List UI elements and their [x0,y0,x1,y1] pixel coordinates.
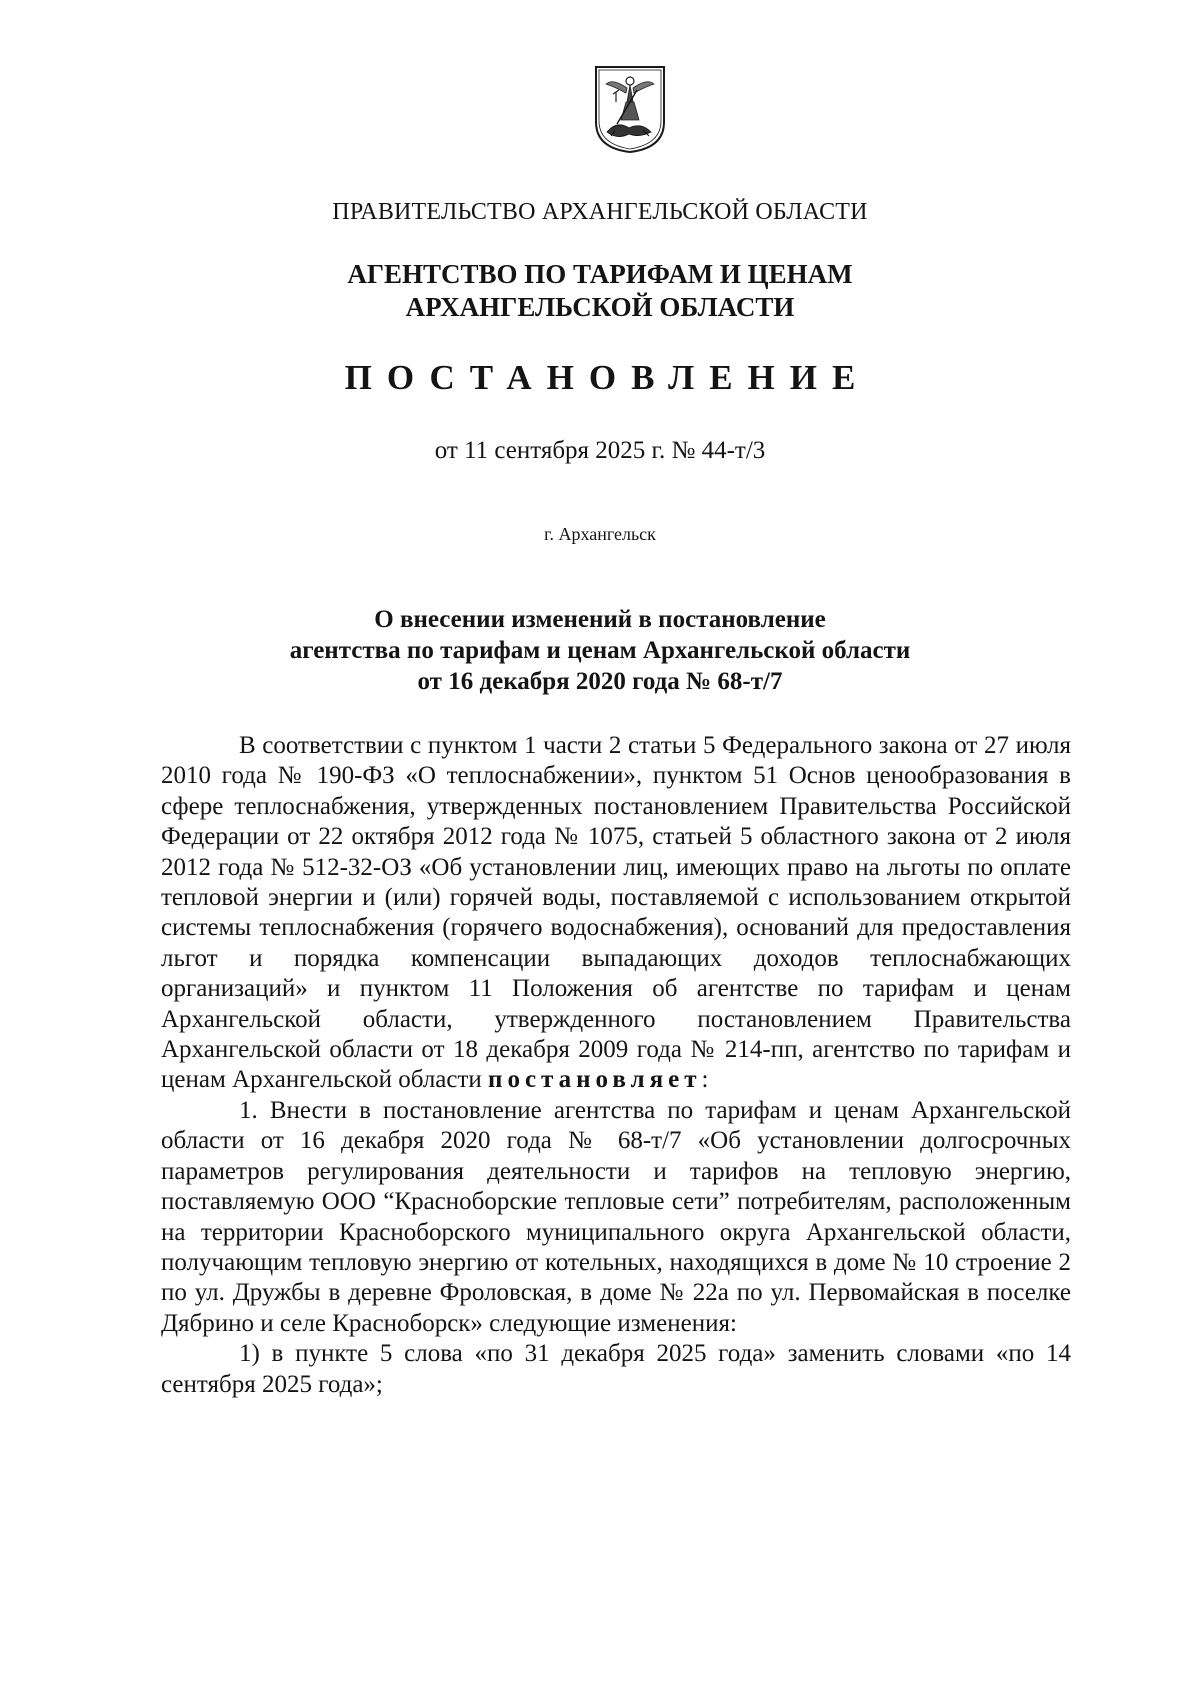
agency-title-line-1: АГЕНТСТВО ПО ТАРИФАМ И ЦЕНАМ [347,259,853,289]
preamble-paragraph [161,731,1071,1096]
document-body [161,731,1071,1400]
city: г. Архангельск [544,524,656,544]
subject-line-2: агентства по тарифам и ценам Архангельской области [289,637,911,664]
resolves-word: постановляет [488,1066,702,1094]
document-type: ПОСТАНОВЛЕНИЕ [344,358,871,397]
agency-title [0,258,1200,324]
preamble-text: В соответствии с пунктом 1 части 2 статьи 5 Федерального закона от 27 июля 2010 года № 190-ФЗ «О теплоснабжении», пунктом 51 Основ ценообразования в сфере теплоснабжения, утвержденных постановлением Правительства Российской Федерации от 22 октября 2012 года № 1075, статьей 5 областного закона от 2 июля 2012 года № 512-32-ОЗ «Об установлении лиц, имеющих право на льготы по оплате тепловой энергии и (или) горячей воды, поставляемой с использованием открытой системы теплоснабжения (горячего водоснабжения), оснований для предоставления льгот и порядка компенсации выпадающих доходов теплоснабжающих организаций» и пунктом 11 Положения об агентстве по тарифам и ценам Архангельской области, утвержденного постановлением Правительства Архангельской области от 18 декабря 2009 года № 214-пп, агентство по тарифам и ценам Архангельской области [161,732,1071,1094]
item-1-paragraph: 1. Внести в постановление агентства по тарифам и ценам Архангельской области от 16 декабря 2020 года № 68-т/7 «Об установлении долгосрочных параметров регулирования деятельности и тарифов на тепловую энергию, поставляемую ООО “Красноборские тепловые сети” потребителям, расположенным на территории Красноборского муниципального округа Архангельской области, получающим тепловую энергию от котельных, находящихся в доме № 10 строение 2 по ул. Дружбы в деревне Фроловская, в доме № 22а по ул. Первомайская в поселке Дябрино и селе Красноборск» следующие изменения: [161,1096,1071,1337]
agency-title-line-2: АРХАНГЕЛЬСКОЙ ОБЛАСТИ [405,292,795,322]
date-and-number: от 11 сентября 2025 г. № 44-т/3 [434,437,766,464]
resolves-colon: : [701,1066,709,1094]
document-subject [0,604,1200,697]
government-title: ПРАВИТЕЛЬСТВО АРХАНГЕЛЬСКОЙ ОБЛАСТИ [332,199,868,225]
subitem-1-paragraph: 1) в пункте 5 слова «по 31 декабря 2025 года» заменить словами «по 14 сентября 2025 года»; [161,1340,1071,1398]
subject-line-1: О внесении изменений в постановление [374,606,826,633]
coat-of-arms-icon [593,64,667,154]
subject-line-3: от 16 декабря 2020 года № 68-т/7 [417,668,783,695]
